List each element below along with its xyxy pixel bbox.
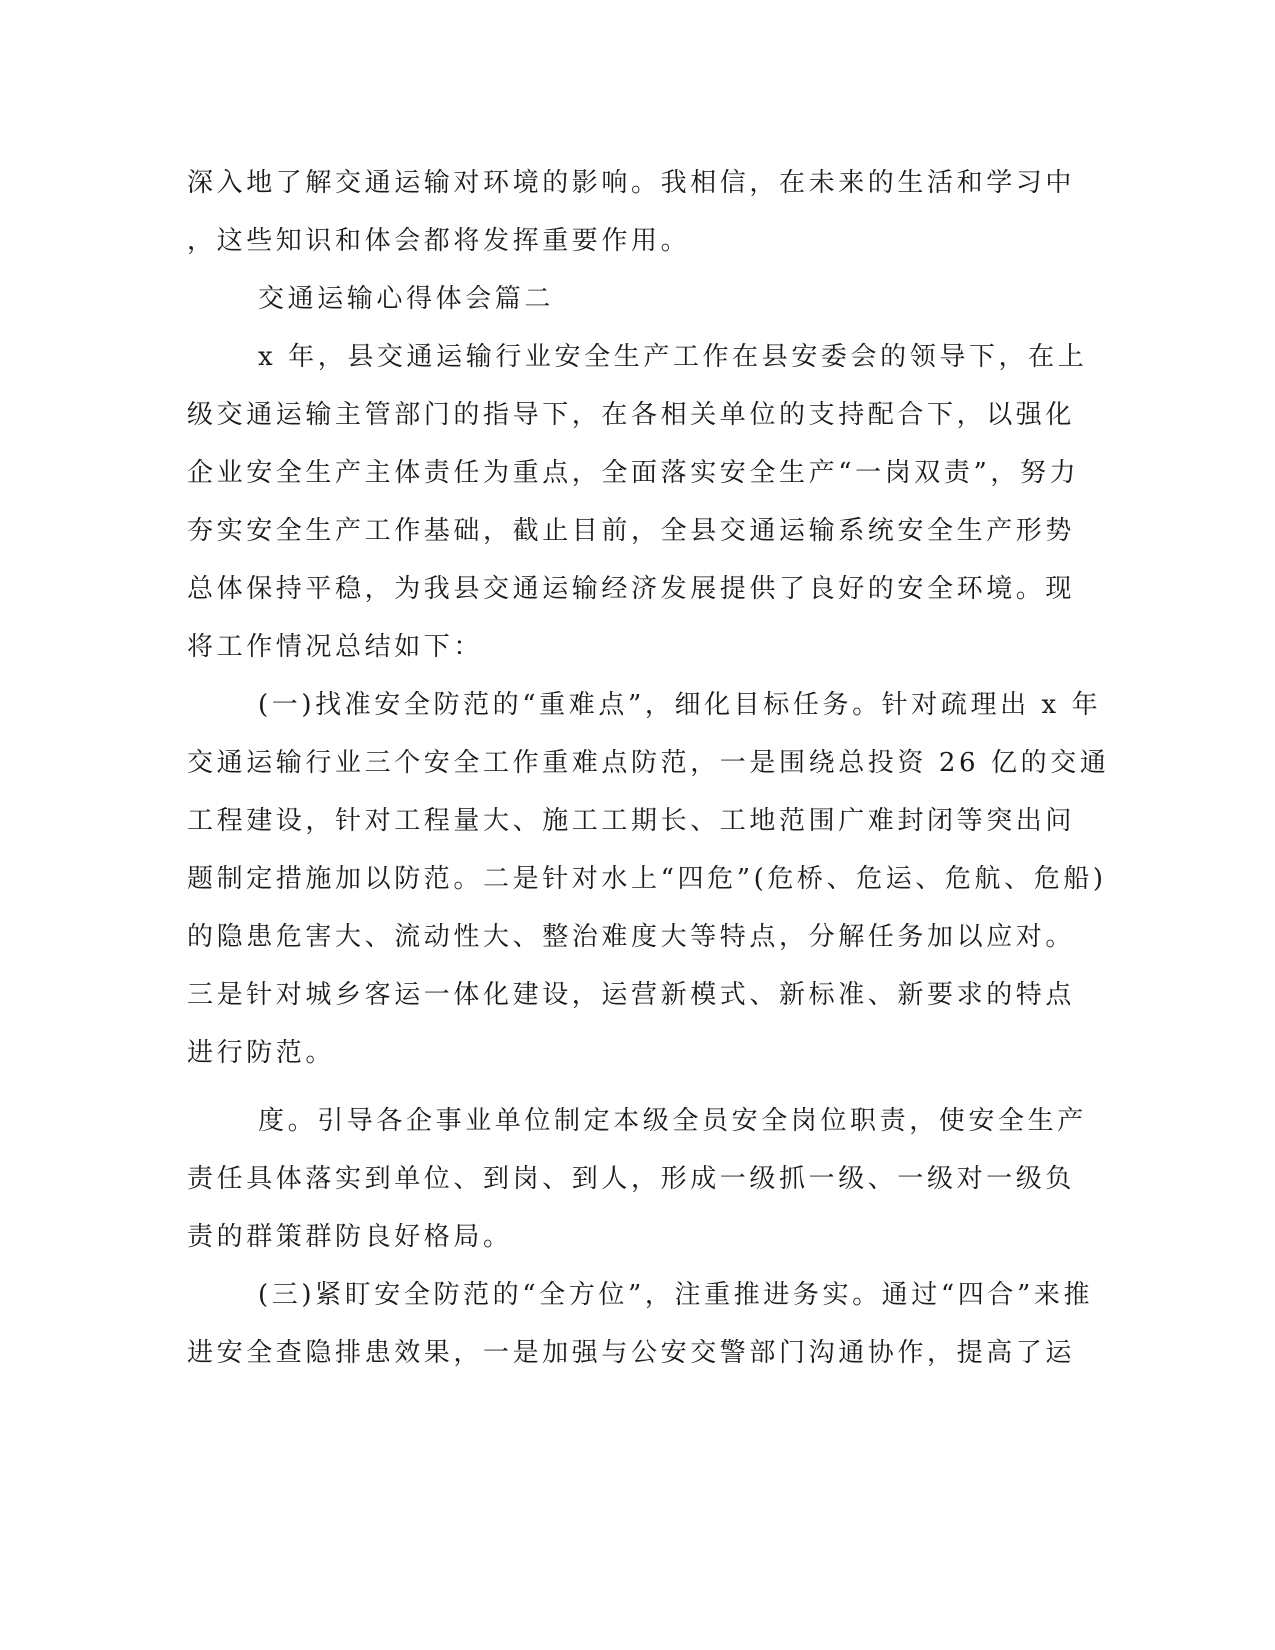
paragraph-start: 度。引导各企事业单位制定本级全员安全岗位职责，使安全生产 — [258, 1106, 1087, 1136]
text-line: 深入地了解交通运输对环境的影响。我相信，在未来的生活和学习中 — [187, 168, 1076, 198]
text-line: ，这些知识和体会都将发挥重要作用。 — [187, 226, 691, 256]
text-line: 三是针对城乡客运一体化建设，运营新模式、新标准、新要求的特点 — [187, 980, 1076, 1010]
paragraph-start: (一)找准安全防范的“重难点”，细化目标任务。针对疏理出 x 年 — [258, 690, 1102, 720]
text-line: 进安全查隐排患效果，一是加强与公安交警部门沟通协作，提高了运 — [187, 1338, 1076, 1368]
text-line: 题制定措施加以防范。二是针对水上“四危”(危桥、危运、危航、危船) — [187, 864, 1107, 894]
text-line: 将工作情况总结如下： — [187, 632, 484, 662]
paragraph-start: (三)紧盯安全防范的“全方位”，注重推进务实。通过“四合”来推 — [258, 1280, 1094, 1310]
text-line: 交通运输行业三个安全工作重难点防范，一是围绕总投资 26 亿的交通 — [187, 748, 1110, 778]
text-line: 进行防范。 — [187, 1038, 336, 1068]
text-line: 企业安全生产主体责任为重点，全面落实安全生产“一岗双责”，努力 — [187, 458, 1080, 488]
section-title: 交通运输心得体会篇二 — [258, 284, 555, 314]
paragraph-start: x 年，县交通运输行业安全生产工作在县安委会的领导下，在上 — [258, 342, 1088, 372]
text-line: 级交通运输主管部门的指导下，在各相关单位的支持配合下，以强化 — [187, 400, 1076, 430]
text-line: 总体保持平稳，为我县交通运输经济发展提供了良好的安全环境。现 — [187, 574, 1076, 604]
text-line: 责的群策群防良好格局。 — [187, 1222, 513, 1252]
text-line: 夯实安全生产工作基础，截止目前，全县交通运输系统安全生产形势 — [187, 516, 1076, 546]
text-line: 责任具体落实到单位、到岗、到人，形成一级抓一级、一级对一级负 — [187, 1164, 1076, 1194]
text-line: 的隐患危害大、流动性大、整治难度大等特点，分解任务加以应对。 — [187, 922, 1076, 952]
text-line: 工程建设，针对工程量大、施工工期长、工地范围广难封闭等突出问 — [187, 806, 1076, 836]
